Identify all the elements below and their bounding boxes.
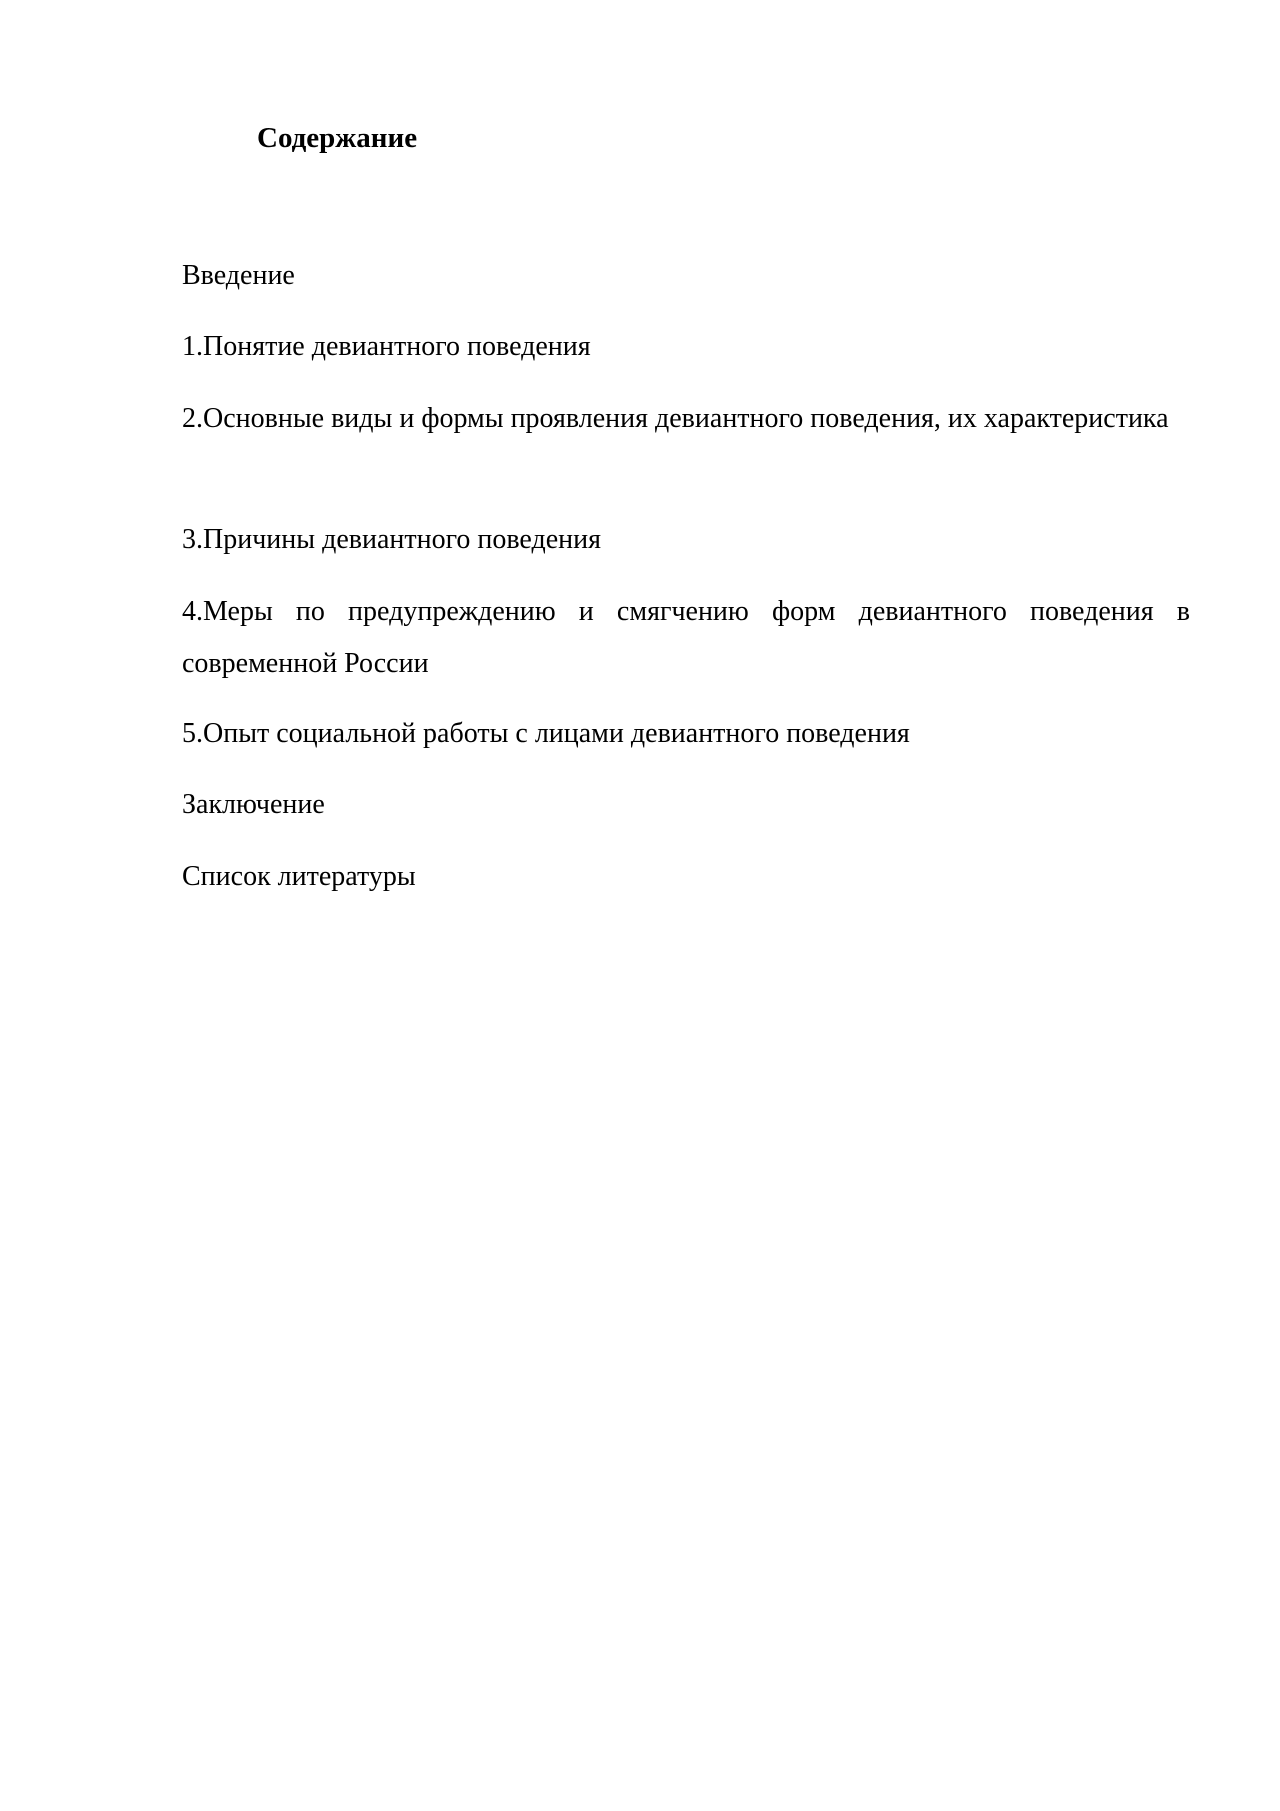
toc-item-1: 1.Понятие девиантного поведения — [182, 331, 591, 362]
toc-item-3: 3.Причины девиантного поведения — [182, 524, 601, 555]
toc-item-4: 4.Меры по предупреждению и смягчению форм девиантного поведения в современной России — [182, 596, 1190, 679]
toc-item-5: 5.Опыт социальной работы с лицами девиантного поведения — [182, 718, 910, 749]
page-title: Содержание — [257, 122, 418, 154]
toc-item-2: 2.Основные виды и формы проявления девиантного поведения, их характеристика — [182, 403, 1169, 434]
toc-item-introduction: Введение — [182, 260, 295, 291]
toc-item-conclusion: Заключение — [182, 789, 325, 820]
toc-item-bibliography: Список литературы — [182, 861, 416, 892]
